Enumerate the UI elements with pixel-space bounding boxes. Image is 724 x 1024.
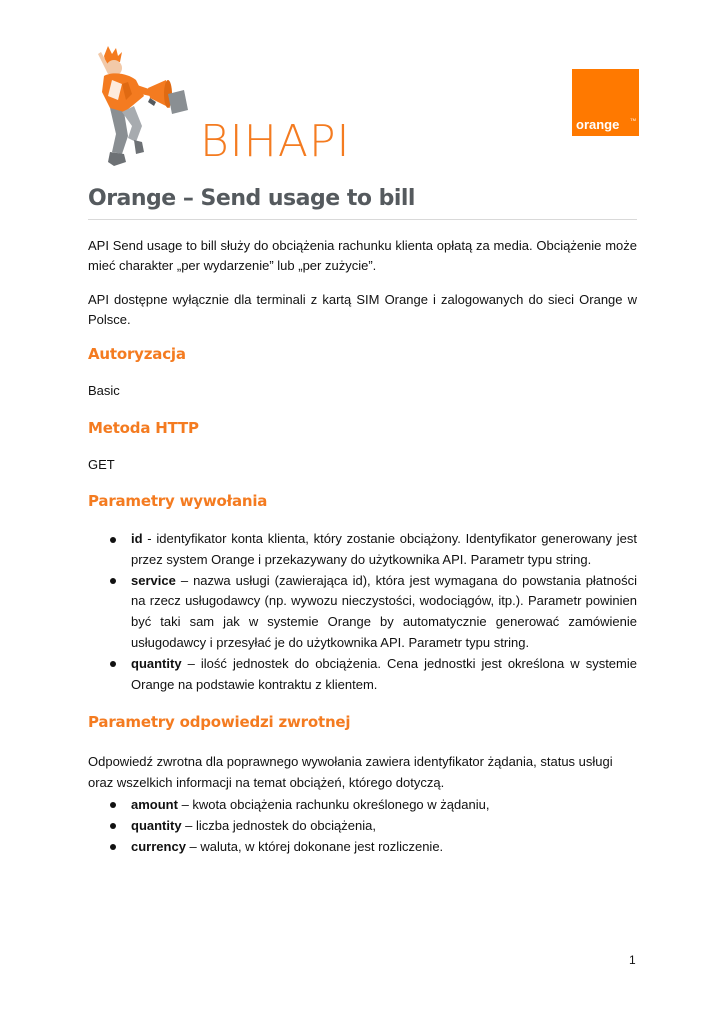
bihapi-logo — [92, 44, 351, 172]
param-term: currency — [131, 839, 186, 854]
param-desc: – waluta, w której dokonane jest rozliczenie. — [185, 839, 444, 854]
bullet-icon — [110, 844, 116, 850]
bihapi-logo-text: BIHAPI — [200, 116, 351, 167]
list-item — [88, 794, 637, 815]
heading-metoda-http: Metoda HTTP — [88, 419, 199, 437]
heading-parametry-wywolania: Parametry wywołania — [88, 492, 268, 510]
list-item — [88, 836, 637, 857]
list-item — [88, 815, 637, 836]
param-desc: - identyfikator konta klienta, który zostanie obciążony. Identyfikator generowany jest przez system Orange i przekazywany do użytkownika API. Parametr typu string. — [131, 531, 637, 567]
params-list — [88, 529, 637, 695]
param-term: service — [131, 572, 176, 588]
auth-value: Basic — [88, 383, 120, 398]
page-title: Orange – Send usage to bill — [88, 186, 415, 211]
bullet-icon — [110, 823, 116, 829]
response-intro: Odpowiedź zwrotna dla poprawnego wywołania zawiera identyfikator żądania, status usługi oraz wszelkich informacji na temat obciążeń, którego dotyczą. — [88, 754, 613, 790]
heading-parametry-odpowiedzi: Parametry odpowiedzi zwrotnej — [88, 713, 351, 731]
title-divider — [88, 219, 637, 220]
bullet-icon — [110, 802, 116, 808]
jumping-person-icon — [92, 44, 202, 172]
heading-autoryzacja: Autoryzacja — [88, 345, 186, 363]
bullet-icon — [110, 661, 116, 667]
list-item — [88, 529, 637, 571]
list-item — [88, 571, 637, 654]
method-value: GET — [88, 457, 115, 472]
response-list — [88, 794, 637, 857]
param-term: quantity — [131, 655, 182, 671]
param-desc: – liczba jednostek do obciążenia, — [181, 818, 376, 833]
page-number: 1 — [629, 953, 636, 967]
param-desc: – ilość jednostek do obciążenia. Cena jednostki jest określona w systemie Orange na podstawie kontraktu z klientem. — [131, 655, 637, 692]
bullet-icon — [110, 578, 116, 584]
intro-paragraph-2: API dostępne wyłącznie dla terminali z kartą SIM Orange i zalogowanych do sieci Orange w Polsce. — [88, 292, 637, 327]
orange-logo-text: orange — [576, 117, 620, 132]
orange-logo — [572, 69, 639, 136]
bullet-icon — [110, 537, 116, 543]
list-item — [88, 654, 637, 696]
param-term: quantity — [131, 818, 182, 833]
param-term: amount — [131, 797, 178, 812]
intro-paragraph-1: API Send usage to bill służy do obciążenia rachunku klienta opłatą za media. Obciążenie może mieć charakter „per wydarzenie” lub „per zużycie”. — [88, 238, 637, 273]
param-term: id — [131, 531, 143, 546]
param-desc: – nazwa usługi (zawierająca id), która jest wymagana do powstania płatności na rzecz usługodawcy (np. wywozu nieczystości, wodociągów, itp.). Parametr powinien być taki sam jak w systemie Orange by automatycznie generować zamówienie usługodawcy i przesyłać je do użytkownika API. Parametr typu string. — [131, 572, 637, 650]
orange-logo-tm: TM — [630, 117, 636, 122]
param-desc: – kwota obciążenia rachunku określonego w żądaniu, — [177, 797, 490, 812]
